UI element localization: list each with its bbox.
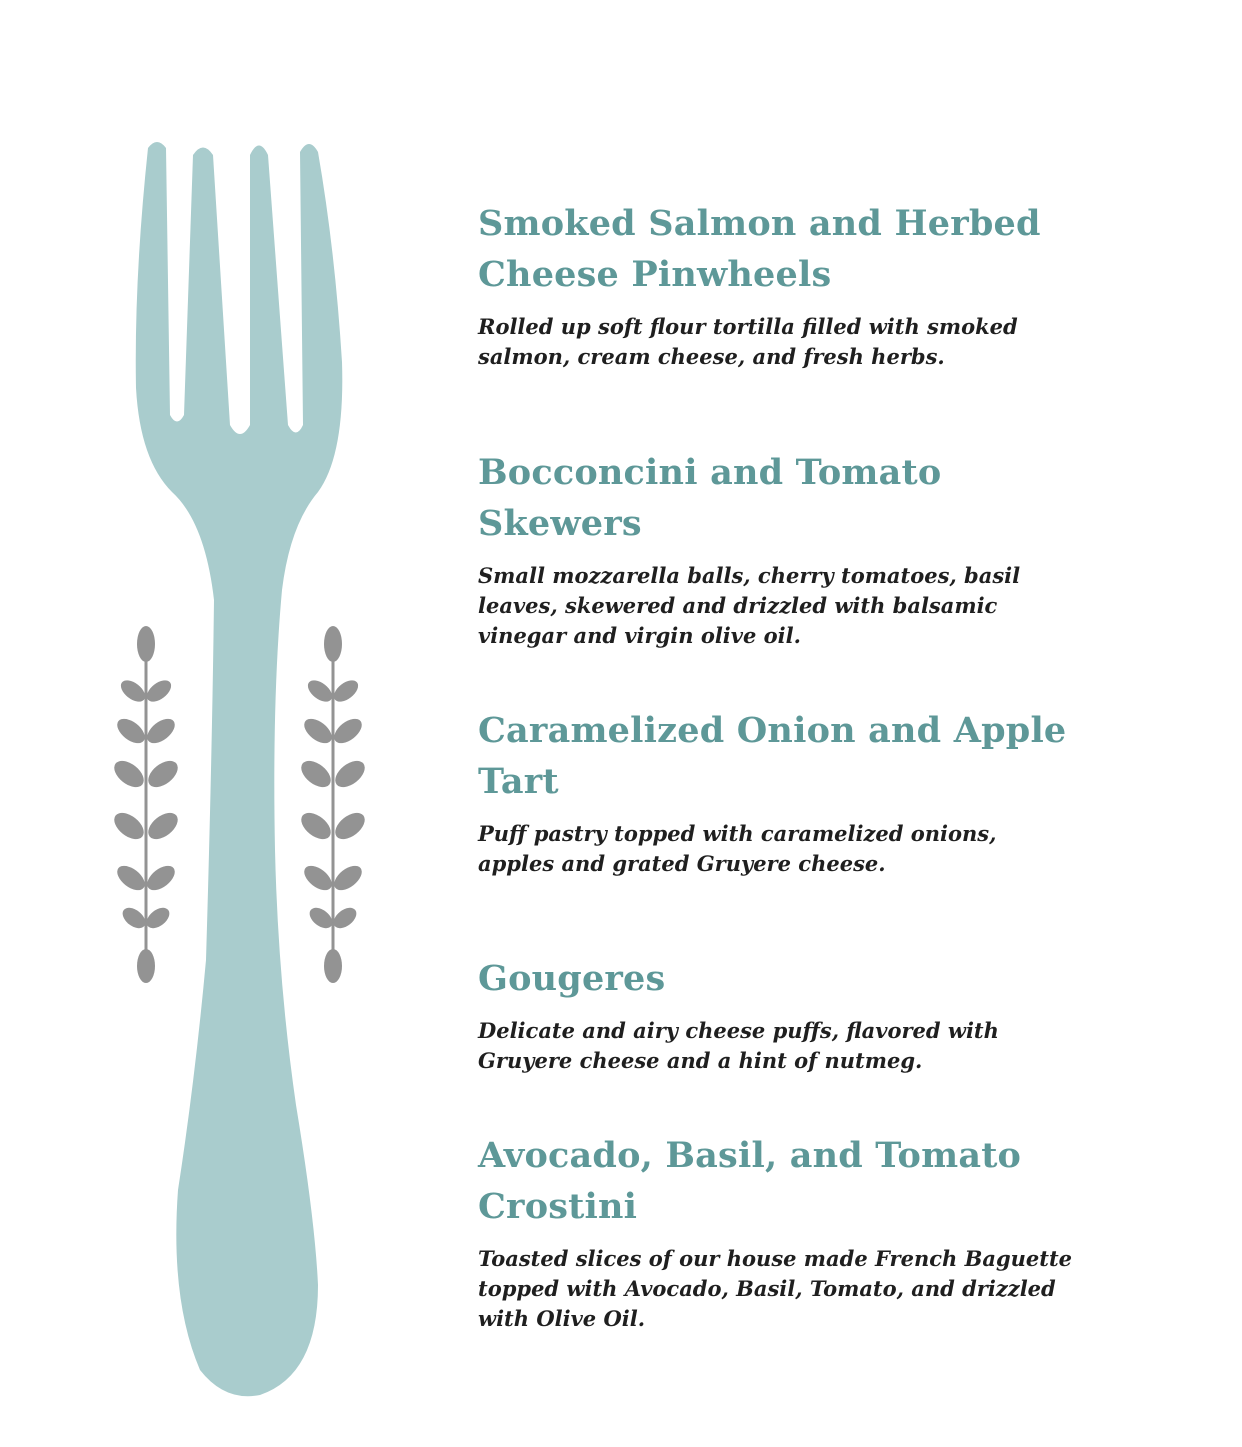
leaf-sprig-icon-right	[296, 626, 369, 983]
menu-item-name: Caramelized Onion and Apple Tart	[478, 710, 1067, 802]
menu-item-name: Smoked Salmon and Herbed Cheese Pinwheels	[478, 203, 1041, 295]
menu-item-description: Delicate and airy cheese puffs, flavored with Gruyere cheese and a hint of nutmeg.	[478, 1018, 999, 1073]
menu-item	[478, 198, 1098, 372]
decorative-art	[0, 0, 420, 1447]
menu-item-name: Gougeres	[478, 958, 666, 999]
menu-item-description: Rolled up soft flour tortilla filled with smoked salmon, cream cheese, and fresh herbs.	[478, 314, 1018, 369]
menu-item	[478, 1130, 1098, 1334]
menu-item	[478, 447, 1098, 651]
menu-item	[478, 705, 1098, 879]
menu-item-description: Puff pastry topped with caramelized onions, apples and grated Gruyere cheese.	[478, 821, 997, 876]
menu-item-name: Avocado, Basil, and Tomato Crostini	[478, 1135, 1022, 1227]
menu-item-description: Toasted slices of our house made French Baguette topped with Avocado, Basil, Tomato, and drizzled with Olive Oil.	[478, 1246, 1073, 1331]
menu-list	[478, 0, 1118, 1447]
menu-item-description: Small mozzarella balls, cherry tomatoes, basil leaves, skewered and drizzled with balsamic vinegar and virgin olive oil.	[478, 563, 1021, 648]
leaf-sprig-icon-left	[109, 626, 182, 983]
menu-item-name: Bocconcini and Tomato Skewers	[478, 452, 942, 544]
menu-item	[478, 953, 1098, 1076]
